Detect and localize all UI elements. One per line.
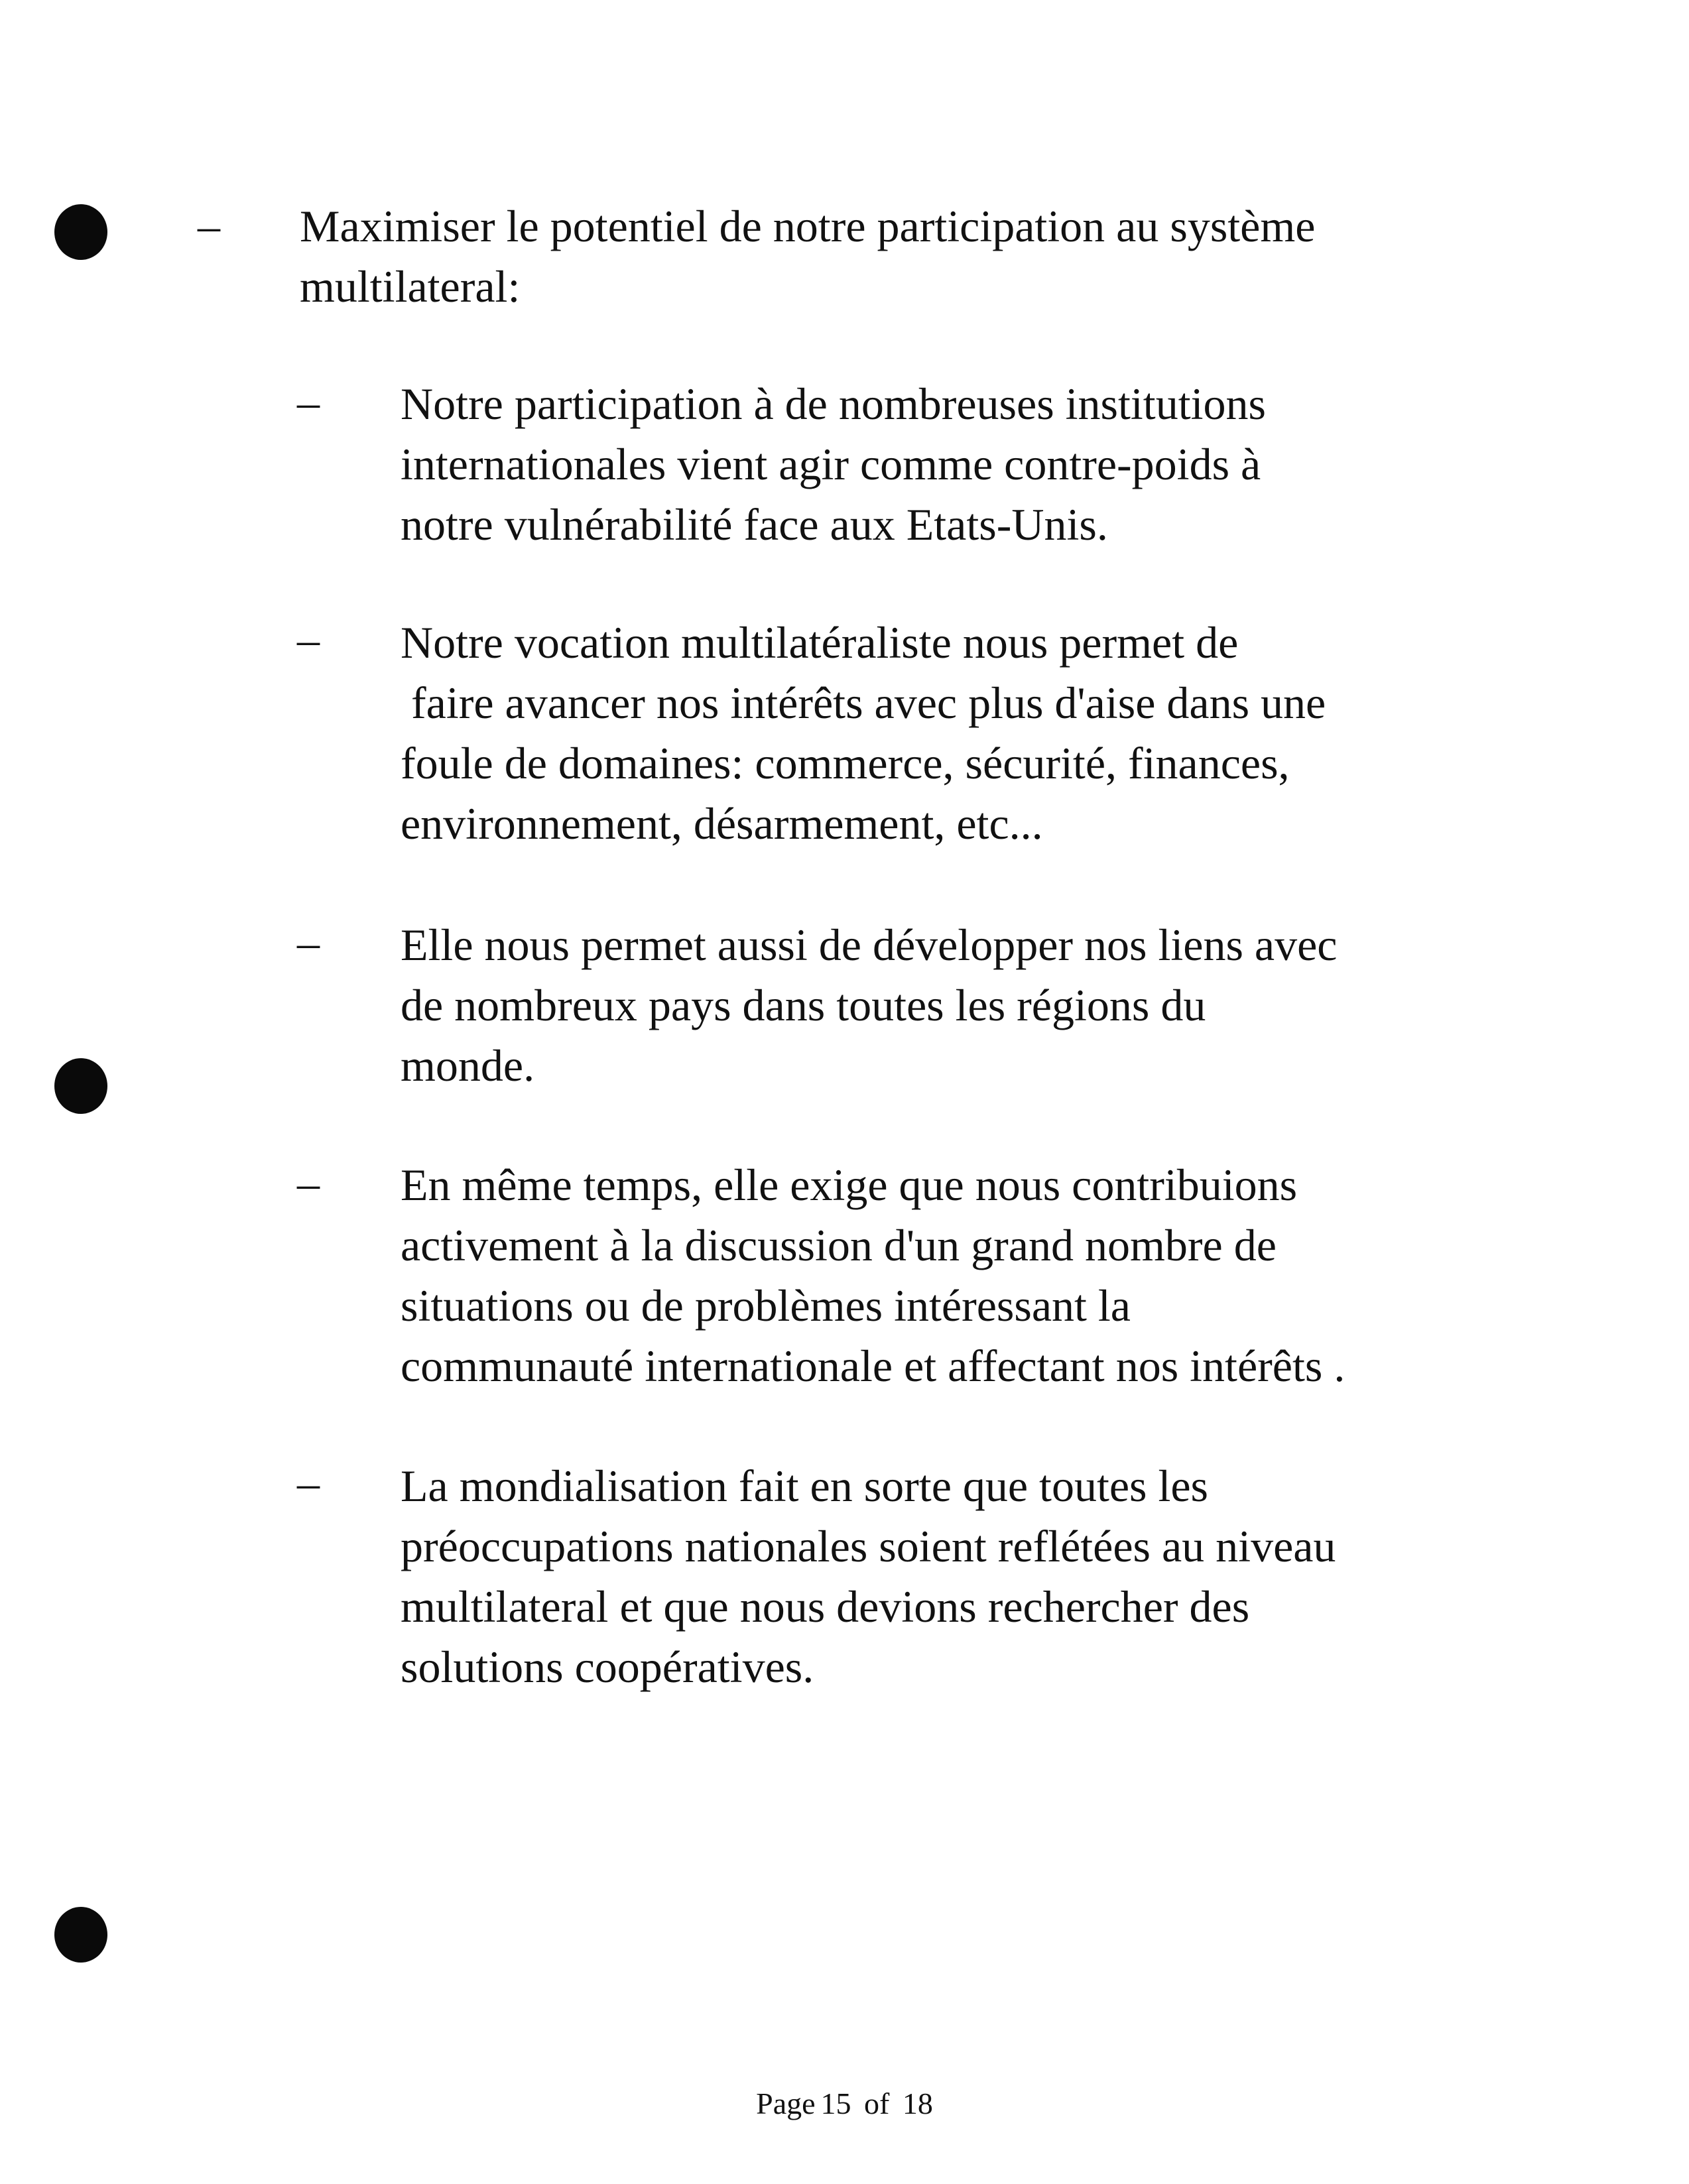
main-item-text [300,196,1315,317]
page-number: 15 [820,2087,851,2120]
sub-item-text [401,1456,1336,1697]
text-line: monde. [401,1040,535,1091]
main-item-dash: – [198,200,220,251]
sub-item-dash: – [297,377,320,427]
sub-item-text [401,915,1337,1096]
text-line: multilateral et que nous devions rechercher des [401,1581,1250,1632]
text-line: faire avancer nos intérêts avec plus d'aise dans une [411,678,1326,728]
page-footer [0,2089,1689,2119]
sub-item-dash: – [297,917,320,967]
of-label: of [864,2087,890,2120]
text-line: de nombreux pays dans toutes les régions du [401,980,1206,1030]
sub-item-dash: – [297,614,320,664]
page-label: Page [756,2087,816,2120]
text-line: internationales vient agir comme contre-poids à [401,439,1261,489]
text-line: Maximiser le potentiel de notre participation au système [300,201,1316,251]
text-line: foule de domaines: commerce, sécurité, finances, [401,738,1290,788]
binder-hole-top [54,204,107,260]
total-pages: 18 [902,2087,933,2120]
text-line: activement à la discussion d'un grand nombre de [401,1220,1277,1270]
text-line: environnement, désarmement, etc... [401,798,1043,849]
text-line: Notre vocation multilatéraliste nous permet de [401,617,1239,668]
text-line: préoccupations nationales soient reflétées au niveau [401,1521,1336,1571]
text-line: Elle nous permet aussi de développer nos liens avec [401,920,1338,970]
text-line: multilateral: [300,261,521,312]
binder-hole-bottom [54,1907,107,1963]
binder-hole-middle [54,1058,107,1114]
text-line: Notre participation à de nombreuses institutions [401,379,1266,429]
sub-item-text [401,374,1266,555]
text-line: communauté internationale et affectant nos intérêts . [401,1341,1345,1391]
sub-item-text [401,1155,1345,1396]
text-line: solutions coopératives. [401,1642,814,1692]
sub-item-dash: – [297,1158,320,1208]
sub-item-dash: – [297,1457,320,1508]
text-line: situations ou de problèmes intéressant la [401,1280,1131,1331]
text-line: En même temps, elle exige que nous contribuions [401,1160,1298,1210]
text-line: notre vulnérabilité face aux Etats-Unis. [401,499,1108,550]
text-line: La mondialisation fait en sorte que toutes les [401,1461,1209,1511]
sub-item-text [401,613,1326,854]
